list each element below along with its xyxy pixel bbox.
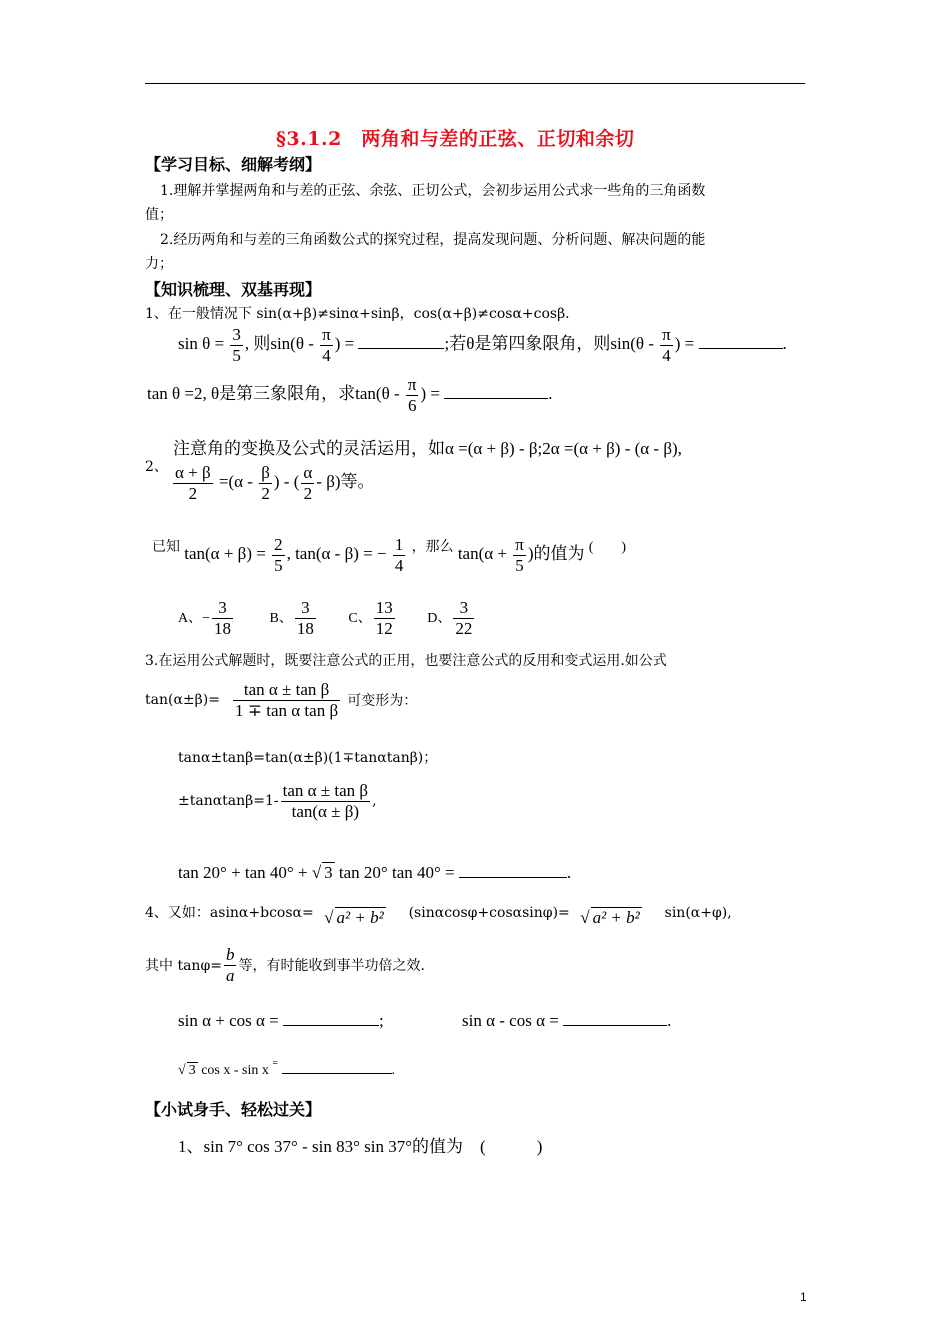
k2-example-text: tan(α +	[457, 543, 507, 563]
denominator: 4	[394, 555, 404, 575]
k3-exercise-text: tan 20° tan 40° =	[338, 863, 455, 882]
denominator: 6	[407, 395, 417, 415]
denominator: tan(α ± β)	[291, 801, 360, 821]
answer-blank[interactable]	[358, 331, 444, 349]
numerator: 2	[274, 535, 283, 554]
denominator: a	[225, 965, 235, 985]
k3-exercise: tan 20° + tan 40° + √ 3 tan 20° tan 40° = .	[178, 860, 571, 883]
answer-parentheses[interactable]: ( )	[588, 539, 627, 555]
numerator: β	[261, 463, 270, 482]
k1-q1-text: ) =	[334, 333, 355, 353]
k2-eq-text: =(α -	[218, 471, 253, 491]
goal-1-line-2: 值；	[145, 207, 173, 223]
denominator: 12	[375, 618, 393, 638]
denominator: 4	[662, 345, 671, 365]
b-over-a	[224, 945, 237, 985]
denominator: 5	[515, 555, 524, 575]
answer-blank[interactable]	[282, 1059, 392, 1074]
numerator: 3	[295, 598, 316, 619]
k1-q1-text: ) =	[674, 333, 695, 353]
numerator: b	[225, 945, 235, 964]
k2-example-text: )的值为	[527, 543, 585, 563]
numerator: tan α ± tan β	[282, 781, 369, 800]
k4-exercise-text: ;	[379, 1011, 384, 1030]
k1-q1-text: ;若θ是第四象限角，则sin(θ -	[444, 333, 654, 353]
denominator: 2	[188, 483, 198, 503]
denominator: 5	[274, 555, 283, 575]
numerator: 3	[453, 598, 474, 619]
k4-exercise-text: .	[667, 1011, 672, 1030]
k2-options	[178, 598, 476, 638]
goal-1-line-1: 1.理解并掌握两角和与差的正弦、余弦、正切公式，会初步运用公式求一些角的三角函数	[160, 183, 706, 199]
k4-where-text: 等，有时能收到事半功倍之效.	[238, 958, 425, 975]
goal-2-line-1: 2.经历两角和与差的三角函数公式的探究过程，提高发现问题、分析问题、解决问题的能	[160, 232, 706, 248]
numerator: α	[303, 463, 313, 482]
alpha-plus-beta-over-2	[173, 463, 213, 503]
k4-where-text: 其中 tanφ=	[145, 958, 222, 975]
k4-exercise-text: sin α - cos α =	[462, 1011, 559, 1030]
k1-q2-text: tan θ =2, θ是第三象限角，求tan(θ -	[147, 383, 400, 403]
sqrt-3: 3	[188, 1063, 196, 1078]
sqrt-3: 3	[324, 863, 333, 882]
k4-exercise-text: cos x - sin x	[201, 1063, 269, 1078]
k2-eq-text: - β)等。	[316, 471, 375, 491]
k1-q1-text: , 则sin(θ -	[244, 333, 314, 353]
option-b-value	[295, 598, 316, 638]
numerator: π	[322, 325, 331, 344]
tan-variant-fraction	[281, 781, 370, 821]
sqrt-content: a² + b²	[336, 908, 384, 927]
k3-exercise-text: tan 20° + tan 40° +	[178, 863, 308, 882]
page-title: §3.1.2 两角和与差的正弦、正切和余切	[276, 128, 635, 150]
answer-blank[interactable]	[699, 331, 783, 349]
k2-example-text: tan(α + β) =	[184, 543, 266, 563]
k1-intro: 1、在一般情况下 sin(α+β)≠sinα+sinβ，cos(α+β)≠cosα+cosβ.	[145, 306, 570, 322]
k4-where	[145, 945, 425, 985]
alpha-over-2	[301, 463, 314, 503]
k3-variant-2-text: ,	[372, 793, 377, 810]
k3-line-1: 3.在运用公式解题时，既要注意公式的正用，也要注意公式的反用和变式运用.如公式	[145, 653, 667, 669]
k4-text: (sinαcosφ+cosαsinφ)=	[408, 905, 570, 921]
option-c-label: C、	[348, 610, 372, 626]
beta-over-2	[259, 463, 272, 503]
sqrt-a2-b2: √ a² + b²	[324, 908, 384, 927]
option-d-value	[453, 598, 474, 638]
k4-exercise-2	[462, 1008, 671, 1031]
k2-line-2	[171, 463, 375, 503]
k4-text: 4、又如：asinα+bcosα=	[145, 905, 314, 921]
one-fourth	[393, 535, 406, 575]
k3-lhs: tan(α±β)=	[145, 692, 220, 709]
denominator: 2	[303, 483, 313, 503]
numerator: π	[515, 535, 524, 554]
answer-blank[interactable]	[283, 1008, 379, 1026]
denominator: 18	[214, 618, 232, 638]
k3-variant-2-text: ±tanαtanβ=1-	[178, 793, 279, 810]
k4-exercise-3: √ 3 cos x - sin x = .	[178, 1058, 395, 1078]
k4-exercise-text: .	[391, 1063, 395, 1078]
k4-exercise-text: =	[272, 1058, 278, 1069]
denominator: 18	[296, 618, 314, 638]
option-a-value	[212, 598, 233, 638]
k3-variant-1: tanα±tanβ=tan(α±β)(1∓tanαtanβ)；	[178, 750, 438, 766]
sqrt-content: a² + b²	[592, 908, 640, 927]
numerator: 13	[375, 598, 393, 617]
then-label: ，那么	[411, 539, 454, 555]
numerator: 3	[212, 598, 233, 619]
section-practice: 【小试身手、轻松过关】	[145, 1100, 322, 1119]
answer-blank[interactable]	[444, 381, 548, 399]
two-fifths	[272, 535, 285, 575]
goal-2-line-2: 力；	[145, 256, 173, 272]
k1-question-1: sin θ = $\frac{3}{5}$ , 则sin(θ - $\frac{\pi}{4}$ ) = ;若θ是第四象限角，则sin(θ - $\frac{\pi}{4}$ ) = .	[178, 325, 787, 365]
k2-example-text: , tan(α - β) = −	[286, 543, 387, 563]
denominator: 2	[261, 483, 270, 503]
numerator: π	[407, 375, 417, 394]
k2-line-1: 注意角的变换及公式的灵活运用，如α =(α + β) - β;2α =(α + β) - (α - β),	[173, 439, 682, 458]
k1-q1-fraction	[230, 325, 243, 365]
pi-over-6	[406, 375, 419, 415]
pi-over-4	[320, 325, 333, 365]
numerator: tan α ± tan β	[233, 680, 340, 701]
denominator: 1 ∓ tan α tan β	[235, 700, 339, 720]
answer-blank[interactable]	[563, 1008, 667, 1026]
numerator: 1	[394, 535, 404, 554]
k1-q2-text: ) =	[420, 383, 440, 403]
option-a-label: A、−	[178, 610, 211, 626]
k2-eq-text: ) - (	[273, 471, 300, 491]
option-d-label: D、	[427, 610, 452, 626]
k2-example	[152, 535, 626, 575]
numerator: π	[662, 325, 671, 344]
section-knowledge: 【知识梳理、双基再现】	[145, 280, 322, 299]
k4-line	[145, 902, 732, 928]
k3-variant-2	[178, 781, 377, 821]
denominator: 5	[232, 345, 241, 365]
top-rule	[145, 83, 805, 84]
section-goals: 【学习目标、细解考纲】	[145, 155, 322, 174]
denominator: 22	[455, 618, 473, 638]
k4-exercise-1	[178, 1008, 384, 1031]
k3-exercise-text: .	[566, 863, 572, 882]
practice-question-1: 1、sin 7° cos 37° - sin 83° sin 37°的值为 ( )	[178, 1137, 543, 1156]
denominator: 4	[322, 345, 331, 365]
k3-can-text: 可变形为：	[347, 693, 418, 710]
answer-blank[interactable]	[459, 860, 567, 878]
option-c-value	[374, 598, 395, 638]
k4-exercise-text: sin α + cos α =	[178, 1011, 279, 1030]
k2-label: 2、	[145, 459, 168, 475]
given-label: 已知	[152, 539, 180, 555]
k4-text: sin(α+φ),	[664, 905, 732, 921]
tan-sum-formula	[233, 680, 340, 720]
k3-formula	[145, 680, 417, 720]
k1-question-2: tan θ =2, θ是第三象限角，求tan(θ - $\frac{\pi}{6}$ ) = .	[147, 375, 553, 415]
numerator: 3	[232, 325, 241, 344]
pi-over-4	[660, 325, 673, 365]
k1-q1-text: sin θ =	[178, 333, 225, 353]
sqrt-a2-b2: √ a² + b²	[580, 908, 640, 927]
option-b-label: B、	[269, 610, 293, 626]
page-number: 1	[800, 1290, 807, 1304]
numerator: α + β	[175, 463, 211, 482]
pi-over-5	[513, 535, 526, 575]
